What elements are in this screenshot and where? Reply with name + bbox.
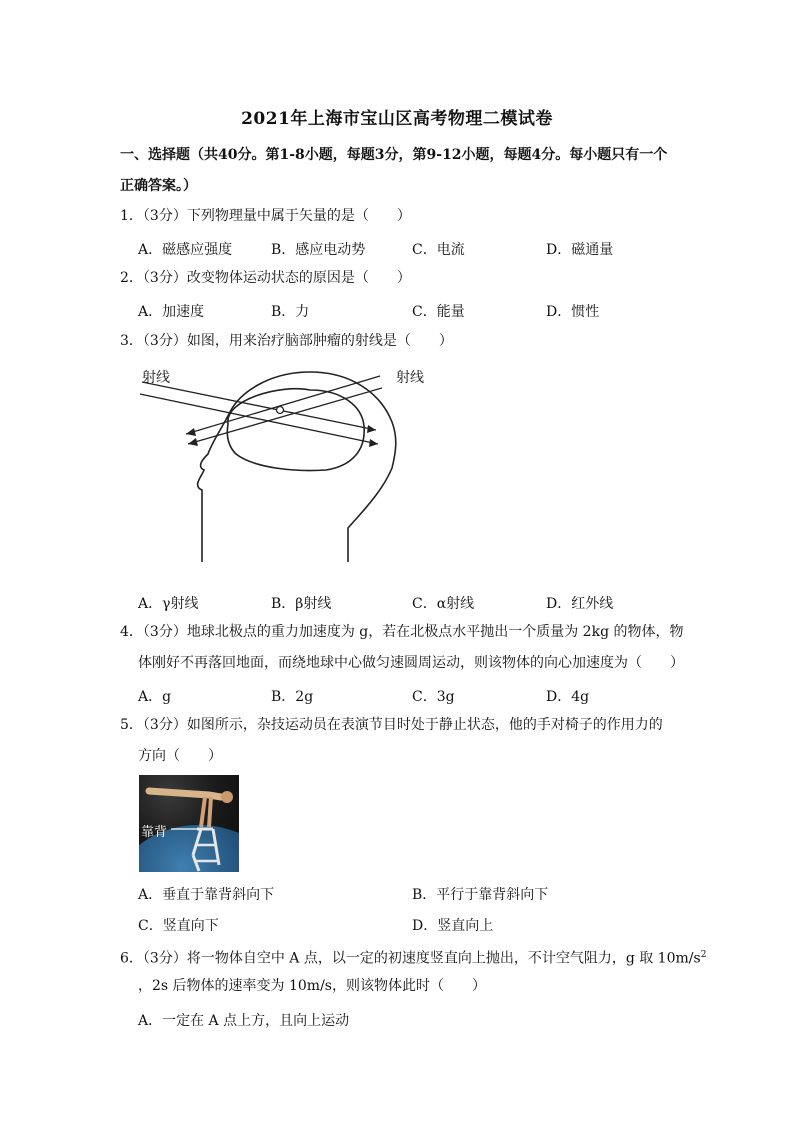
q5-option-d: D．竖直向上 [412,918,494,934]
q4-option-a: A．g [138,689,172,705]
q4-option-b: B．2g [271,689,314,705]
page-title: 2021年上海市宝山区高考物理二模试卷 [241,109,553,129]
question-1-options [138,239,678,263]
question-4-stem-continued: 体刚好不再落回地面，而绕地球中心做匀速圆周运动，则该物体的向心加速度为（ ） [138,655,684,671]
q1-option-d: D．磁通量 [546,242,614,258]
question-1-stem: 1．（3分）下列物理量中属于矢量的是（ ） [120,208,411,224]
backrest-label: 靠背 [141,825,168,840]
q3-option-a: A．γ射线 [138,596,199,612]
beam-1 [142,382,376,430]
beam-label-left: 射线 [142,369,170,385]
q6-option-a: A．一定在 A 点上方，且向上运动 [138,1013,350,1029]
q2-option-d: D．惯性 [546,304,600,320]
question-5-options-row1 [138,884,678,908]
section-heading-line1: 一、选择题（共40分。第1-8小题，每题3分，第9-12小题，每题4分。每小题只有一个 [120,147,668,163]
question-3-stem: 3．（3分）如图，用来治疗脑部肿瘤的射线是（ ） [120,333,453,349]
question-6-stem-continued: ，2s 后物体的速率变为 10m/s，则该物体此时（ ） [138,978,486,994]
question-3-options [138,593,678,617]
question-5-stem-continued: 方向（ ） [138,748,222,764]
q3-option-b: B．β射线 [271,596,332,612]
question-2-options [138,301,678,325]
question-5-stem: 5．（3分）如图所示，杂技运动员在表演节目时处于静止状态，他的手对椅子的作用力的 [120,717,663,733]
q2-option-a: A．加速度 [138,304,205,320]
acrobat-photo [139,775,239,872]
question-4-stem: 4．（3分）地球北极点的重力加速度为 g，若在北极点水平抛出一个质量为 2kg 的物体，物 [120,624,684,640]
beam-2 [140,394,378,444]
q5-option-a: A．垂直于靠背斜向下 [138,887,275,903]
beam-label-right: 射线 [396,369,424,385]
head-radiation-figure [130,362,440,567]
beam-4 [188,388,382,444]
question-6-options [138,1010,678,1034]
q5-option-b: B．平行于靠背斜向下 [412,887,549,903]
beam-1-arrow [367,425,376,433]
q1-option-a: A．磁感应强度 [138,242,233,258]
question-4-options [138,686,678,710]
q6-stem-superscript: 2 [700,950,707,960]
q2-option-b: B．力 [271,304,310,320]
q5-option-c: C．竖直向下 [138,918,219,934]
q1-option-b: B．感应电动势 [271,242,366,258]
question-2-stem: 2．（3分）改变物体运动状态的原因是（ ） [120,270,411,286]
q3-option-d: D．红外线 [546,596,614,612]
q4-option-c: C．3g [412,689,455,705]
beam-4-arrow [188,438,198,446]
beam-3-arrow [186,428,196,436]
question-6-stem [120,940,707,975]
section-heading-line2: 正确答案。） [120,178,197,194]
q3-option-c: C．α射线 [412,596,475,612]
q2-option-c: C．能量 [412,304,465,320]
q6-stem-text: 6．（3分）将一物体自空中 A 点，以一定的初速度竖直向上抛出，不计空气阻力，g 取 10m/s [120,950,701,967]
question-5-options-row2 [138,915,678,939]
q1-option-c: C．电流 [412,242,465,258]
q4-option-d: D．4g [546,689,590,705]
beam-2-arrow [369,439,378,447]
tumor-marker [277,407,284,414]
